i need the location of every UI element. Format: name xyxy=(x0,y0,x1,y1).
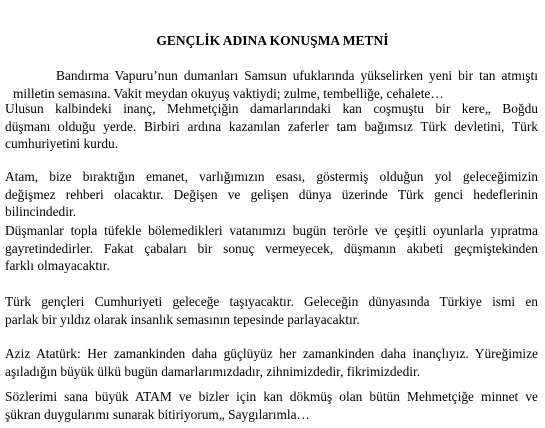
paragraph-6 xyxy=(5,345,538,380)
paragraph-line: şükran duygularımı sunarak bitiriyorum„ Saygılarımla… xyxy=(5,406,310,422)
paragraph-line: Türk gençleri Cumhuriyeti geleceğe taşıyacaktır. Geleceğin dünyasında Türkiye ismi en xyxy=(5,294,538,309)
paragraph-line: milletin semasına. Vakit meydan okuyuş vaktiydi; zulme, tembelliğe, cehalete… xyxy=(13,85,444,101)
paragraph-4 xyxy=(5,222,538,275)
paragraph-line: Düşmanlar topla tüfekle bölemedikleri vatanımızı bugün terörle ve çeşitli oyunlarla yıpratma xyxy=(5,223,538,238)
paragraph-line: aşıladığın büyük ülkü bugün damarlarımızdadır, zihnimizdedir, fikrimizdedir. xyxy=(5,363,421,379)
paragraph-line: Bandırma Vapuru’nun dumanları Samsun ufuklarında yükselirken yeni bir tan atmıştı xyxy=(56,68,538,83)
paragraph-line: gayretindedirler. Fakat çabaları bir sonuç vermeyecek, düşmanın akıbeti geçmiştekinden xyxy=(5,240,538,256)
paragraph-2 xyxy=(5,100,538,153)
paragraph-5 xyxy=(5,293,538,328)
paragraph-line: farklı olmayacaktır. xyxy=(5,258,110,273)
paragraph-7 xyxy=(5,388,538,423)
document-title: GENÇLİK ADINA KONUŞMA METNİ xyxy=(156,33,389,48)
paragraph-line: cumhuriyetini kurdu. xyxy=(5,136,119,151)
paragraph-line: parlak bir yıldız olarak insanlık semasının tepesinde parlayacaktır. xyxy=(5,311,360,327)
paragraph-line: Aziz Atatürk: Her zamankinden daha güçlüyüz her zamankinden daha inançlıyız. Yüreğimize xyxy=(5,346,538,361)
paragraph-line: Atam, bize bıraktığın emanet, varlığımızın esası, göstermiş olduğun yol geleceğimizin xyxy=(5,169,538,184)
paragraph-3 xyxy=(5,168,538,221)
paragraph-line: değişmez rehberi olacaktır. Değişen ve gelişen dünya üzerinde Türk genci hedeflerinin xyxy=(5,186,538,202)
paragraph-line: Ulusun kalbindeki inanç, Mehmetçiğin damarlarındaki kan coşmuştu bir kere„ Boğdu xyxy=(5,101,538,116)
paragraph-line: düşmanı olduğu yerde. Birbiri ardına kazanılan zaferler tam bağımsız Türk devletini, Türk xyxy=(5,118,538,134)
paragraph-1 xyxy=(5,67,538,102)
paragraph-line: bilincindedir. xyxy=(5,204,77,219)
paragraph-line: Sözlerimi sana büyük ATAM ve bizler için kan dökmüş olan bütün Mehmetçiğe minnet ve xyxy=(5,389,538,404)
